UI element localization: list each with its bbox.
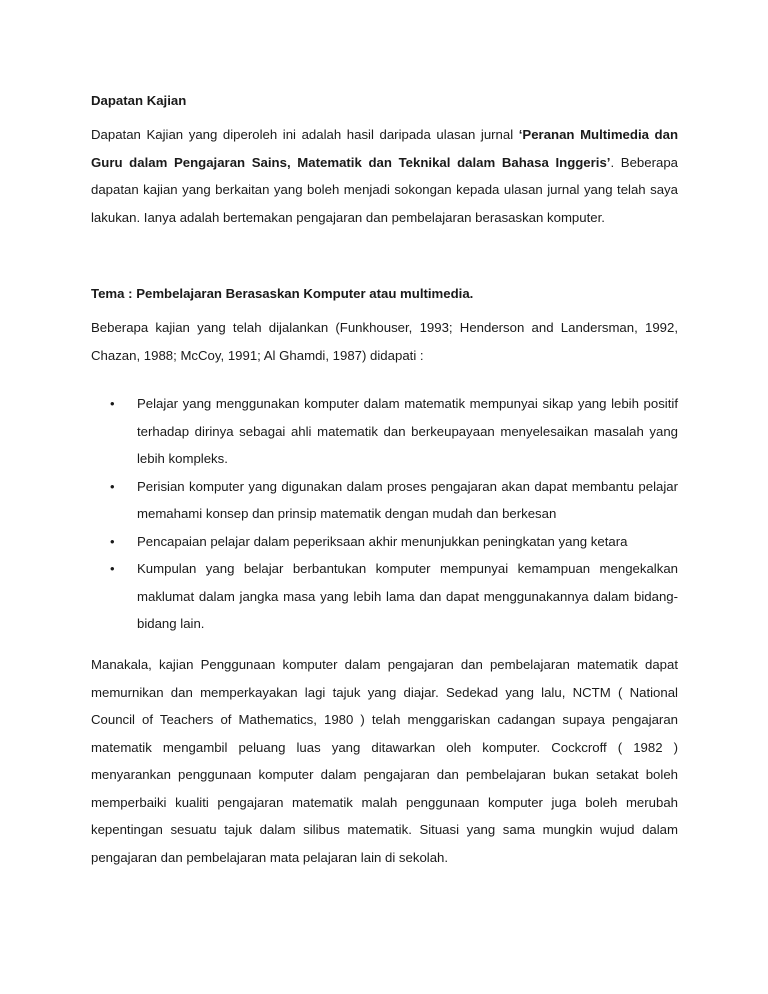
section-heading: Dapatan Kajian — [91, 93, 187, 108]
tema-heading: Tema : Pembelajaran Berasaskan Komputer atau multimedia. — [91, 286, 474, 301]
list-item — [91, 473, 678, 528]
finding-text: Pencapaian pelajar dalam peperiksaan akhir menunjukkan peningkatan yang ketara — [137, 533, 628, 549]
intro-paragraph — [91, 121, 678, 231]
bullet-icon: • — [110, 533, 115, 549]
list-item — [91, 390, 678, 473]
journal-title: ‘Peranan Multimedia dan Guru dalam Pengajaran Sains, Matematik dan Teknikal dalam Bahasa Inggeris’ — [91, 127, 678, 170]
bullet-icon: • — [110, 478, 115, 494]
findings-list — [91, 390, 678, 638]
bullet-icon: • — [110, 561, 115, 576]
studies-paragraph: Beberapa kajian yang telah dijalankan (Funkhouser, 1993; Henderson and Landersman, 1992, Chazan, 1988; McCoy, 1991; Al Ghamdi, 1987) didapati : — [91, 320, 678, 363]
finding-text: Perisian komputer yang digunakan dalam proses pengajaran akan dapat membantu pelajar memahami konsep dan prinsip matematik dengan mudah dan berkesan — [137, 478, 678, 521]
finding-text: Pelajar yang menggunakan komputer dalam matematik mempunyai sikap yang lebih positif terhadap dirinya sebagai ahli matematik dan berkeupayaan menyelesaikan masalah yang lebih kompleks. — [137, 396, 678, 466]
bullet-icon: • — [110, 396, 115, 411]
finding-text: Kumpulan yang belajar berbantukan komputer mempunyai kemampuan mengekalkan maklumat dalam jangka masa yang lebih lama dan dapat menggunakannya dalam bidang-bidang lain. — [137, 561, 678, 631]
list-item — [91, 528, 678, 556]
intro-text-part2: . Beberapa dapatan kajian yang berkaitan yang boleh menjadi sokongan kepada ulasan jurnal yang telah saya lakukan. Ianya adalah bertemakan pengajaran dan pembelajaran berasaskan komputer. — [91, 154, 678, 225]
closing-paragraph: Manakala, kajian Penggunaan komputer dalam pengajaran dan pembelajaran matematik dapat memurnikan dan memperkayakan lagi tajuk yang diajar. Sedekad yang lalu, NCTM ( National Council of Teachers of Mathematics, 1980 ) telah menggariskan cadangan supaya pengajaran matematik mengambil peluang luas yang ditawarkan oleh komputer. Cockcroff ( 1982 ) menyarankan penggunaan komputer dalam pengajaran dan pembelajaran bukan setakat boleh memperbaiki kualiti pengajaran matematik malah penggunaan komputer juga boleh merubah kepentingan sesuatu tajuk dalam silibus matematik. Situasi yang sama mungkin wujud dalam pengajaran dan pembelajaran mata pelajaran lain di sekolah. — [91, 657, 678, 865]
list-item — [91, 555, 678, 638]
intro-text-part1: Dapatan Kajian yang diperoleh ini adalah hasil daripada ulasan jurnal — [91, 127, 519, 142]
